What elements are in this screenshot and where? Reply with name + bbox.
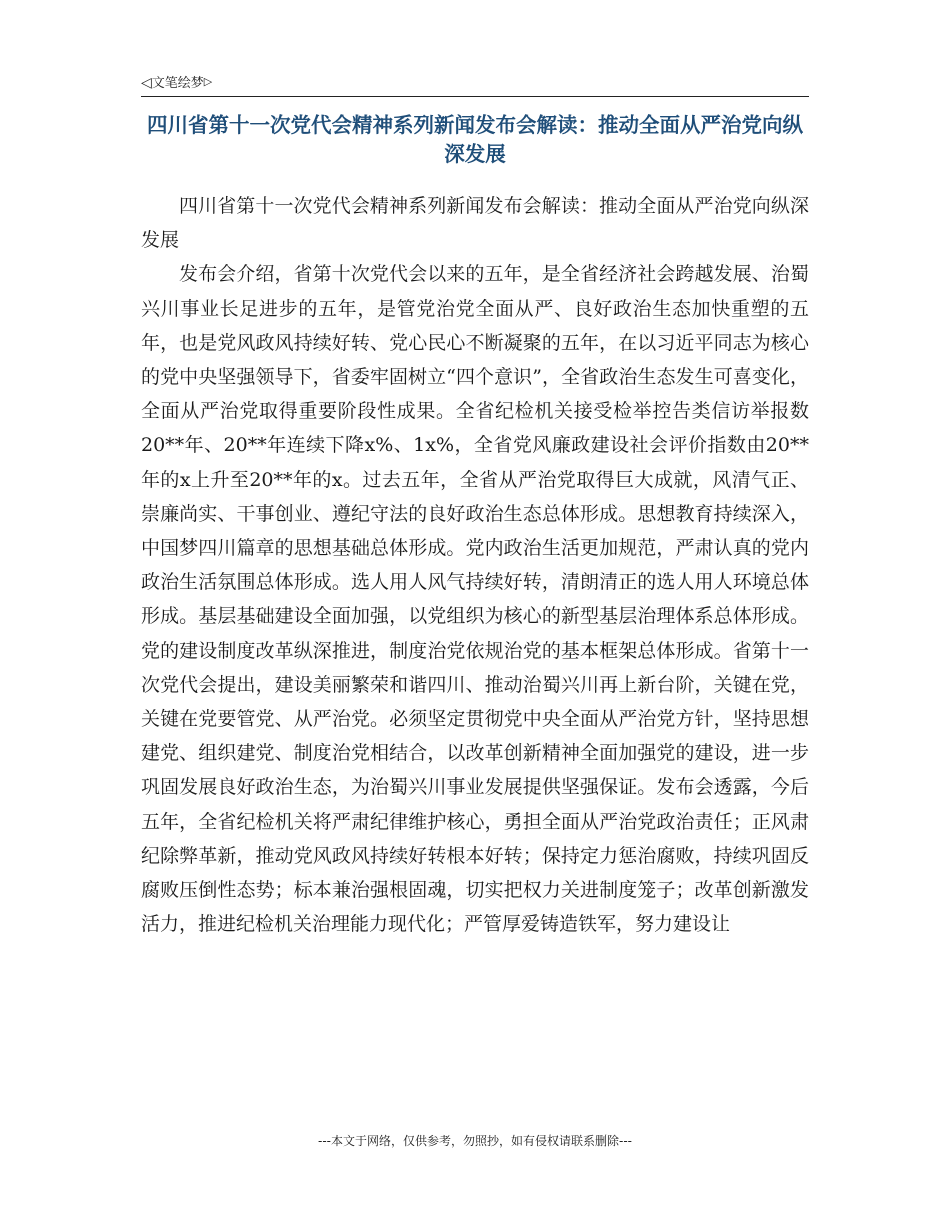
body-paragraph-2: 发布会介绍，省第十次党代会以来的五年，是全省经济社会跨越发展、治蜀兴川事业长足进步的五年，是管党治党全面从严、良好政治生态加快重塑的五年，也是党风政风持续好转、党心民心不断凝聚的五年，在以习近平同志为核心的党中央坚强领导下，省委牢固树立“四个意识”，全省政治生态发生可喜变化，全面从严治党取得重要阶段性成果。全省纪检机关接受检举控告类信访举报数20**年、20**年连续下降x%、1x%，全省党风廉政建设社会评价指数由20**年的x上升至20**年的x。过去五年，全省从严治党取得巨大成就，风清气正、崇廉尚实、干事创业、遵纪守法的良好政治生态总体形成。思想教育持续深入，中国梦四川篇章的思想基础总体形成。党内政治生活更加规范，严肃认真的党内政治生活氛围总体形成。选人用人风气持续好转，清朗清正的选人用人环境总体形成。基层基础建设全面加强，以党组织为核心的新型基层治理体系总体形成。党的建设制度改革纵深推进，制度治党依规治党的基本框架总体形成。省第十一次党代会提出，建设美丽繁荣和谐四川、推动治蜀兴川再上新台阶，关键在党，关键在党要管党、从严治党。必须坚定贯彻党中央全面从严治党方针，坚持思想建党、组织建党、制度治党相结合，以改革创新精神全面加强党的建设，进一步巩固发展良好政治生态，为治蜀兴川事业发展提供坚强保证。发布会透露，今后五年，全省纪检机关将严肃纪律维护核心，勇担全面从严治党政治责任；正风肃纪除弊革新，推动党风政风持续好转根本好转；保持定力惩治腐败，持续巩固反腐败压倒性态势；标本兼治强根固魂，切实把权力关进制度笼子；改革创新激发活力，推进纪检机关治理能力现代化；严管厚爱铸造铁军，努力建设让 — [141, 263, 809, 936]
header-logo-text: 文笔绘梦 — [151, 76, 204, 91]
page-footer-disclaimer: ---本文于网络，仅供参考，勿照抄，如有侵权请联系删除--- — [318, 1134, 632, 1148]
document-title: 四川省第十一次党代会精神系列新闻发布会解读：推动全面从严治党向纵深发展 — [147, 113, 803, 166]
body-paragraph-1: 四川省第十一次党代会精神系列新闻发布会解读：推动全面从严治党向纵深发展 — [141, 195, 809, 252]
header-logo — [141, 74, 212, 92]
page-header — [141, 72, 809, 97]
right-triangle-icon: ▷ — [203, 75, 213, 88]
left-triangle-icon: ◁ — [141, 75, 152, 91]
document-body — [141, 189, 809, 941]
